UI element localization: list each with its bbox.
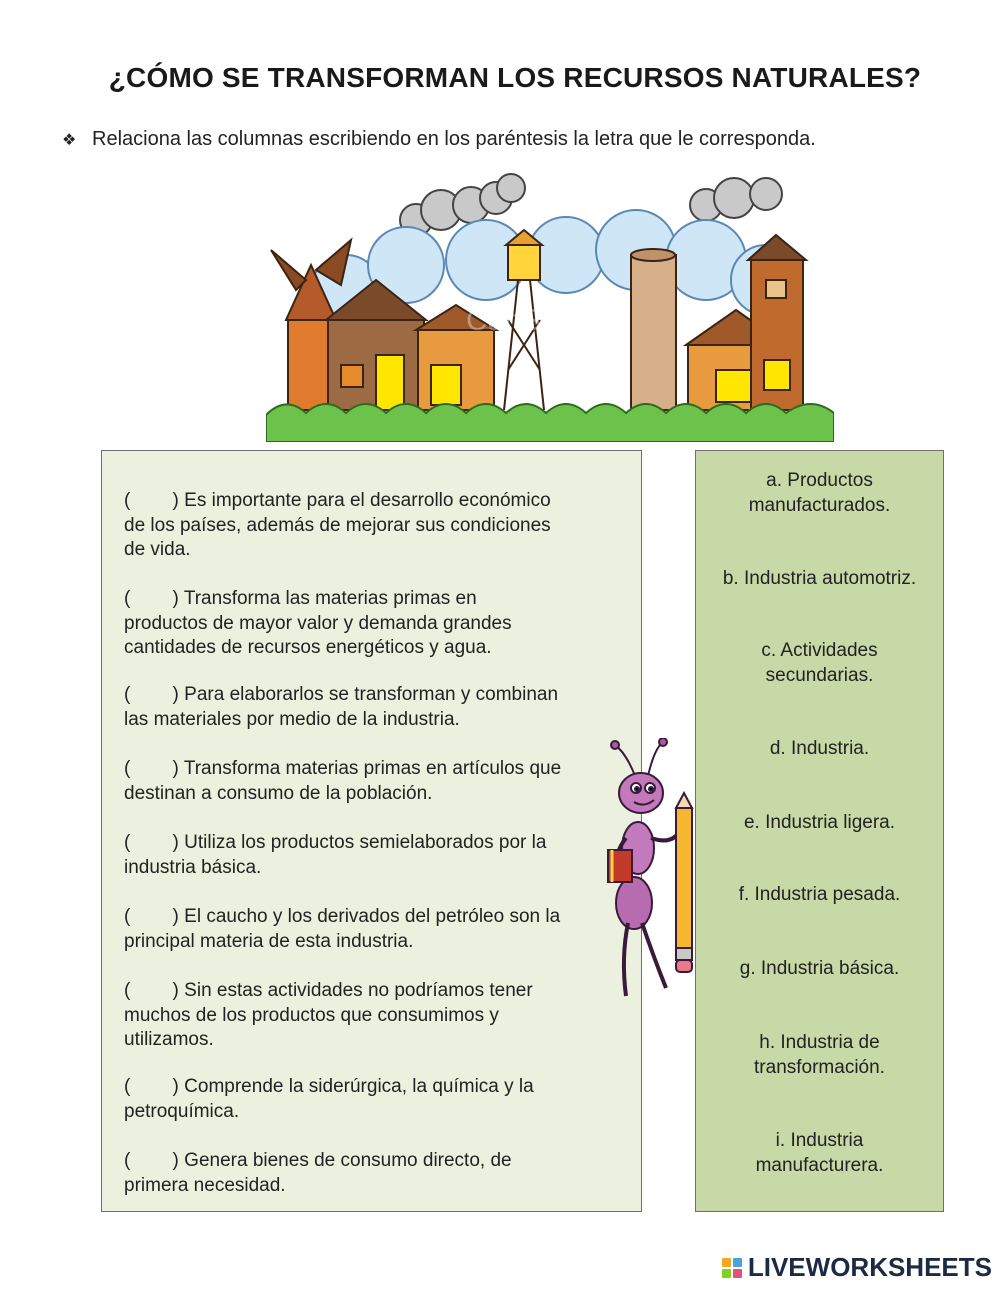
statement-item (124, 979, 614, 1053)
answer-blank[interactable]: ( ) (124, 832, 179, 853)
statement-line (124, 514, 614, 539)
statement-text: principal materia de esta industria. (124, 930, 414, 952)
statement-line (124, 636, 614, 661)
option-text: c. Actividades (761, 640, 878, 661)
option-text: a. Productos (766, 470, 873, 491)
statement-text: productos de mayor valor y demanda grandes (124, 612, 512, 634)
option-item (696, 883, 943, 908)
answer-blank[interactable]: ( ) (124, 490, 179, 511)
watermark-text: CanStock (466, 304, 597, 337)
statement-text: de vida. (124, 539, 191, 560)
statement-text: industria básica. (124, 856, 262, 878)
option-text: g. Industria básica. (739, 958, 900, 979)
option-text: i. Industria (775, 1130, 864, 1151)
statement-text: Transforma materias primas en artículos que (183, 758, 562, 779)
answer-blank[interactable]: ( ) (124, 906, 179, 927)
answer-blank[interactable]: ( ) (124, 980, 179, 1001)
option-text: e. Industria ligera. (743, 812, 896, 833)
statements-column (101, 450, 642, 1212)
statement-text: primera necesidad. (124, 1174, 286, 1196)
statement-line (124, 905, 614, 930)
option-item (696, 957, 943, 982)
statement-text: petroquímica. (124, 1100, 240, 1122)
statement-line (124, 1174, 614, 1199)
options-column (695, 450, 944, 1212)
answer-blank[interactable]: ( ) (124, 684, 179, 705)
statement-item (124, 489, 614, 563)
option-text: b. Industria automotriz. (722, 568, 917, 589)
statement-item (124, 831, 614, 880)
statement-line (124, 587, 614, 612)
option-item (696, 737, 943, 762)
option-text: manufacturados. (748, 494, 891, 516)
statement-text: Comprende la siderúrgica, la química y la (184, 1076, 534, 1097)
statement-text: Sin estas actividades no podríamos tener (184, 980, 533, 1001)
statement-line (124, 782, 614, 807)
statement-line (124, 930, 614, 955)
instruction (62, 128, 816, 151)
answer-blank[interactable]: ( ) (124, 1150, 179, 1171)
answer-blank[interactable]: ( ) (124, 758, 179, 779)
answer-blank[interactable]: ( ) (124, 588, 179, 609)
liveworksheets-brand (722, 1252, 992, 1283)
brand-name: LIVEWORKSHEETS (747, 1252, 992, 1282)
statement-item (124, 1075, 614, 1124)
option-text: transformación. (754, 1056, 885, 1078)
statement-text: El caucho y los derivados del petróleo son la (184, 906, 561, 927)
statement-item (124, 1149, 614, 1198)
option-text: manufacturera. (755, 1154, 884, 1176)
statement-text: muchos de los productos que consumimos y (124, 1004, 499, 1026)
statement-line (124, 538, 614, 563)
page-title: ¿CÓMO SE TRANSFORMAN LOS RECURSOS NATURALES? (108, 62, 922, 93)
statement-line (124, 979, 614, 1004)
statement-text: Para elaborarlos se transforman y combinan (184, 684, 559, 705)
option-item (696, 469, 943, 518)
statement-text: Transforma las materias primas en (183, 588, 477, 609)
option-item (696, 639, 943, 688)
option-item (696, 1031, 943, 1080)
diamond-bullet-icon: ❖ (62, 132, 77, 149)
statement-line (124, 1004, 614, 1029)
statement-text: Utiliza los productos semielaborados por la (184, 832, 547, 853)
statement-item (124, 683, 614, 732)
statement-line (124, 612, 614, 637)
statement-text: Es importante para el desarrollo económico (184, 490, 551, 511)
statement-line (124, 757, 614, 782)
statement-text: cantidades de recursos energéticos y agua. (124, 637, 492, 658)
statement-text: las materiales por medio de la industria. (124, 708, 460, 730)
option-item (696, 567, 943, 592)
statement-line (124, 1149, 614, 1174)
ant-with-pencil-illustration (596, 738, 708, 1003)
answer-blank[interactable]: ( ) (124, 1076, 179, 1097)
instruction-text: Relaciona las columnas escribiendo en los paréntesis la letra que le corresponda. (92, 128, 816, 150)
statement-line (124, 831, 614, 856)
statement-line (124, 489, 614, 514)
option-text: h. Industria de (759, 1032, 880, 1053)
statement-text: de los países, además de mejorar sus condiciones (124, 514, 551, 536)
statement-item (124, 757, 614, 806)
statement-text: utilizamos. (124, 1029, 214, 1050)
statement-line (124, 1100, 614, 1125)
liveworksheets-logo-icon (722, 1258, 742, 1278)
option-text: secundarias. (765, 664, 874, 686)
statement-line (124, 683, 614, 708)
industrial-town-illustration (266, 170, 834, 442)
option-text: d. Industria. (769, 738, 870, 759)
statement-text: Genera bienes de consumo directo, de (184, 1150, 512, 1171)
statement-line (124, 856, 614, 881)
option-item (696, 1129, 943, 1178)
statement-text: destinan a consumo de la población. (124, 782, 433, 804)
statement-line (124, 708, 614, 733)
statement-line (124, 1075, 614, 1100)
statement-item (124, 587, 614, 661)
option-text: f. Industria pesada. (738, 884, 901, 905)
option-item (696, 811, 943, 836)
statement-item (124, 905, 614, 954)
statement-line (124, 1028, 614, 1053)
